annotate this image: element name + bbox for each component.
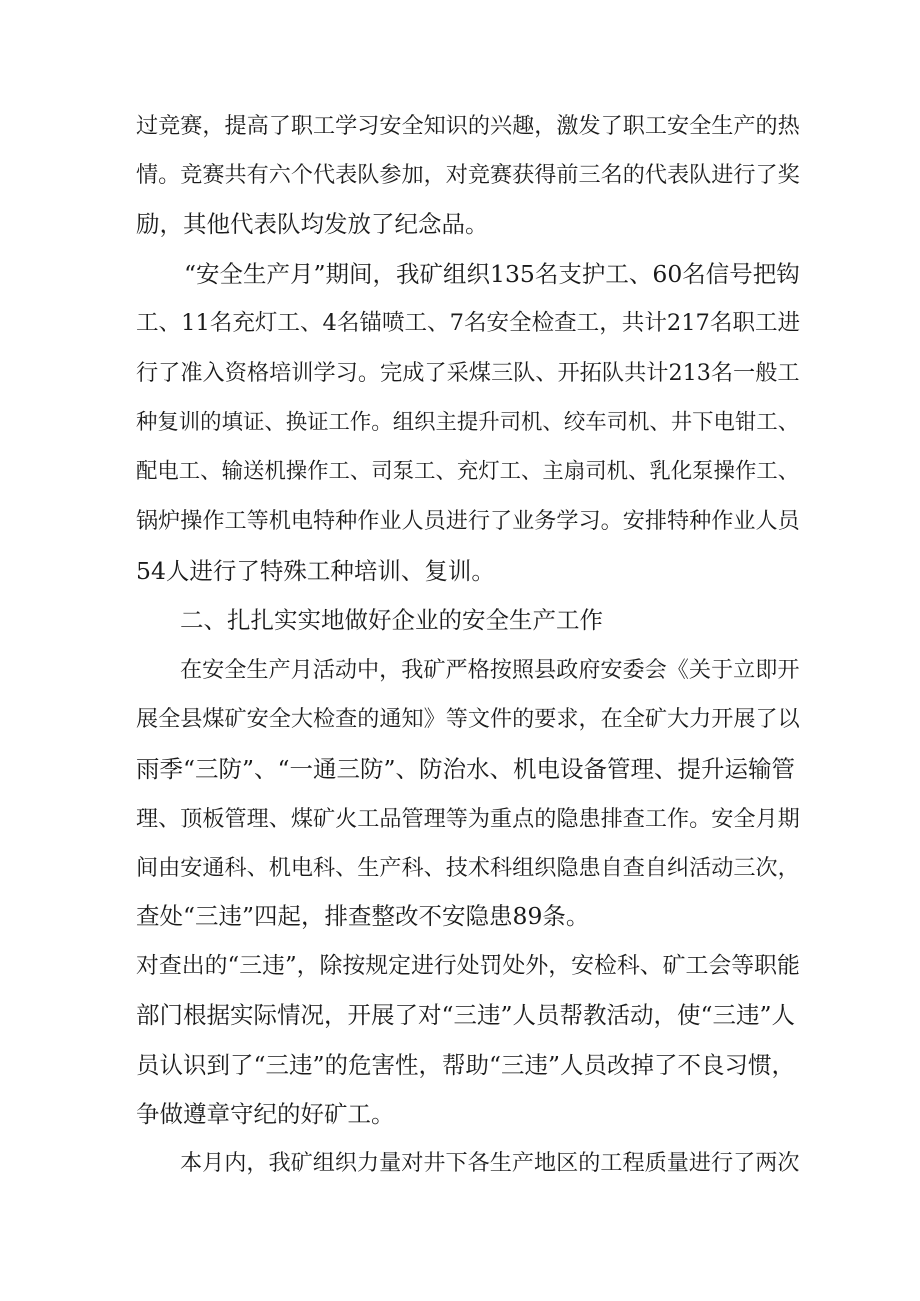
paragraph-line: 54人进行了特殊工种培训、复训。	[136, 557, 495, 585]
paragraph-line: 理、顶板管理、煤矿火工品管理等为重点的隐患排查工作。安全月期	[136, 806, 800, 832]
paragraph-line: 查处“三违”四起，排查整改不安隐患89条。	[136, 902, 590, 930]
paragraph-line: 种复训的填证、换证工作。组织主提升司机、绞车司机、井下电钳工、	[136, 410, 800, 435]
paragraph-line: 工、11名充灯工、4名锚喷工、7名安全检查工，共计217名职工进	[136, 310, 801, 336]
paragraph-line: 行了准入资格培训学习。完成了采煤三队、开拓队共计213名一般工	[136, 360, 800, 386]
paragraph-line: 员认识到了“三违”的危害性，帮助“三违”人员改掉了不良习惯，	[136, 1051, 796, 1079]
paragraph-line: 情。竞赛共有六个代表队参加，对竞赛获得前三名的代表队进行了奖	[136, 162, 800, 188]
paragraph-line: 部门根据实际情况，开展了对“三违”人员帮教活动，使“三违”人	[136, 1001, 796, 1029]
paragraph-line: 励，其他代表队均发放了纪念品。	[136, 210, 489, 238]
paragraph-line: 本月内，我矿组织力量对井下各生产地区的工程质量进行了两次	[180, 1150, 800, 1176]
paragraph-line: 间由安通科、机电科、生产科、技术科组织隐患自查自纠活动三次，	[136, 855, 800, 881]
paragraph-line: 过竞赛，提高了职工学习安全知识的兴趣，激发了职工安全生产的热	[136, 113, 800, 139]
paragraph-line: 配电工、输送机操作工、司泵工、充灯工、主扇司机、乳化泵操作工、	[136, 459, 800, 484]
paragraph-line: 对查出的“三违”，除按规定进行处罚处外，安检科、矿工会等职能	[136, 953, 800, 979]
paragraph-line: “安全生产月”期间，我矿组织135名支护工、60名信号把钩	[184, 260, 800, 288]
paragraph-line: 锅炉操作工等机电特种作业人员进行了业务学习。安排特种作业人员	[136, 508, 800, 534]
paragraph-line: 雨季“三防”、“一通三防”、防治水、机电设备管理、提升运输管	[136, 755, 796, 783]
paragraph-line: 在安全生产月活动中，我矿严格按照县政府安委会《关于立即开	[180, 657, 800, 683]
paragraph-line: 展全县煤矿安全大检查的通知》等文件的要求，在全矿大力开展了以	[136, 706, 800, 732]
paragraph-line: 争做遵章守纪的好矿工。	[136, 1100, 395, 1128]
section-heading: 二、扎扎实实地做好企业的安全生产工作	[180, 606, 603, 634]
